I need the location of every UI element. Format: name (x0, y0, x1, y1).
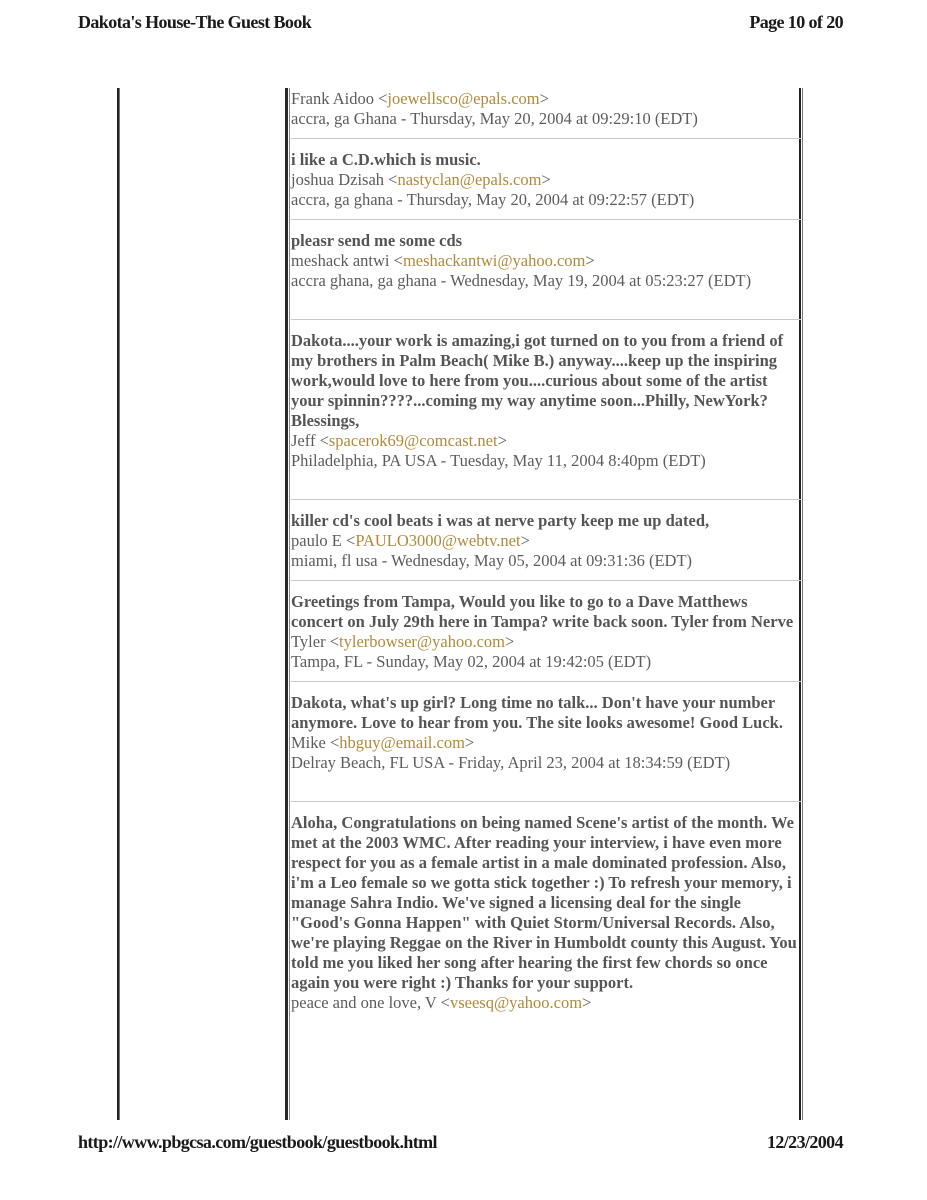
author-email-link[interactable]: meshackantwi@yahoo.com (402, 251, 586, 270)
page-url: http://www.pbgcsa.com/guestbook/guestbook.html (78, 1132, 437, 1152)
column-rule (285, 88, 288, 1120)
entry-author: paulo E <PAULO3000@webtv.net> (291, 531, 530, 550)
guestbook-entry (291, 150, 801, 220)
print-date: 12/23/2004 (766, 1132, 843, 1152)
author-email-link[interactable]: joewellsco@epals.com (387, 89, 540, 108)
guestbook-entry (291, 693, 801, 802)
outer-rule-right-inner (802, 88, 803, 1120)
entry-author: Tyler <tylerbowser@yahoo.com> (291, 632, 515, 651)
guestbook-entry (291, 89, 801, 139)
column-rule-inner (289, 88, 290, 1120)
page-header-title: Dakota's House-The Guest Book (78, 12, 312, 32)
entry-author: Jeff <spacerok69@comcast.net> (291, 431, 507, 450)
author-email-link[interactable]: vseesq@yahoo.com (449, 993, 583, 1012)
guestbook-entries (291, 89, 801, 1033)
guestbook-entry (291, 813, 801, 1022)
author-name: Jeff (291, 431, 316, 450)
entry-message: Dakota, what's up girl? Long time no talk... Don't have your number anymore. Love to hear from you. The site looks awesome! Good Luck. (291, 693, 783, 732)
entry-author: Frank Aidoo <joewellsco@epals.com> (291, 89, 549, 108)
entry-message: killer cd's cool beats i was at nerve party keep me up dated, (291, 511, 710, 530)
guestbook-entry (291, 331, 801, 500)
author-email-link[interactable]: tylerbowser@yahoo.com (339, 632, 505, 651)
guestbook-entry (291, 592, 801, 682)
entry-message: Greetings from Tampa, Would you like to go to a Dave Matthews concert on July 29th here in Tampa? write back soon. Tyler from Nerve (291, 592, 794, 631)
author-email-link[interactable]: PAULO3000@webtv.net (355, 531, 521, 550)
author-name: joshua Dzisah (291, 170, 385, 189)
entry-author: meshack antwi <meshackantwi@yahoo.com> (291, 251, 595, 270)
guestbook-entry (291, 231, 801, 320)
entry-meta: accra, ga ghana - Thursday, May 20, 2004 at 09:22:57 (EDT) (291, 190, 695, 209)
guestbook-entry (291, 511, 801, 581)
entry-author: joshua Dzisah <nastyclan@epals.com> (291, 170, 551, 189)
entry-message: i like a C.D.which is music. (291, 150, 481, 169)
page-number: Page 10 of 20 (749, 12, 843, 32)
entry-meta: Delray Beach, FL USA - Friday, April 23, 2004 at 18:34:59 (EDT) (291, 753, 731, 772)
entry-meta: accra, ga Ghana - Thursday, May 20, 2004 at 09:29:10 (EDT) (291, 109, 698, 128)
author-name: peace and one love, V (291, 993, 437, 1012)
entry-meta: miami, fl usa - Wednesday, May 05, 2004 at 09:31:36 (EDT) (291, 551, 693, 570)
entry-author: Mike <hbguy@email.com> (291, 733, 475, 752)
entry-message: pleasr send me some cds (291, 231, 463, 250)
author-email-link[interactable]: spacerok69@comcast.net (328, 431, 498, 450)
entry-meta: accra ghana, ga ghana - Wednesday, May 19, 2004 at 05:23:27 (EDT) (291, 271, 752, 290)
entry-meta: Tampa, FL - Sunday, May 02, 2004 at 19:42:05 (EDT) (291, 652, 652, 671)
entry-author: peace and one love, V <vseesq@yahoo.com> (291, 993, 592, 1012)
author-email-link[interactable]: nastyclan@epals.com (397, 170, 542, 189)
author-name: paulo E (291, 531, 342, 550)
entry-meta: Philadelphia, PA USA - Tuesday, May 11, 2004 8:40pm (EDT) (291, 451, 706, 470)
outer-rule-left-inner (119, 88, 120, 1120)
author-name: meshack antwi (291, 251, 390, 270)
entry-message: Aloha, Congratulations on being named Scene's artist of the month. We met at the 2003 WMC. After reading your interview, i have even more respect for you as a female artist in a male dominated profession. Also, i'm a Leo female so we gotta stick together :) To refresh your memory, i manage Sahra Indio. We've signed a licensing deal for the single "Good's Gonna Happen" with Quiet Storm/Universal Records. Also, we're playing Reggae on the River in Humboldt county this August. You told me you liked her song after hearing the first few chords so once again you were right :) Thanks for your support. (291, 813, 797, 992)
author-email-link[interactable]: hbguy@email.com (339, 733, 465, 752)
entry-message: Dakota....your work is amazing,i got turned on to you from a friend of my brothers in Palm Beach( Mike B.) anyway....keep up the inspiring work,would love to here from you....curious about some of the artist your spinnin????...coming my way anytime soon...Philly, NewYork? Blessings, (291, 331, 784, 430)
author-name: Mike (291, 733, 326, 752)
author-name: Frank Aidoo (291, 89, 374, 108)
author-name: Tyler (291, 632, 326, 651)
